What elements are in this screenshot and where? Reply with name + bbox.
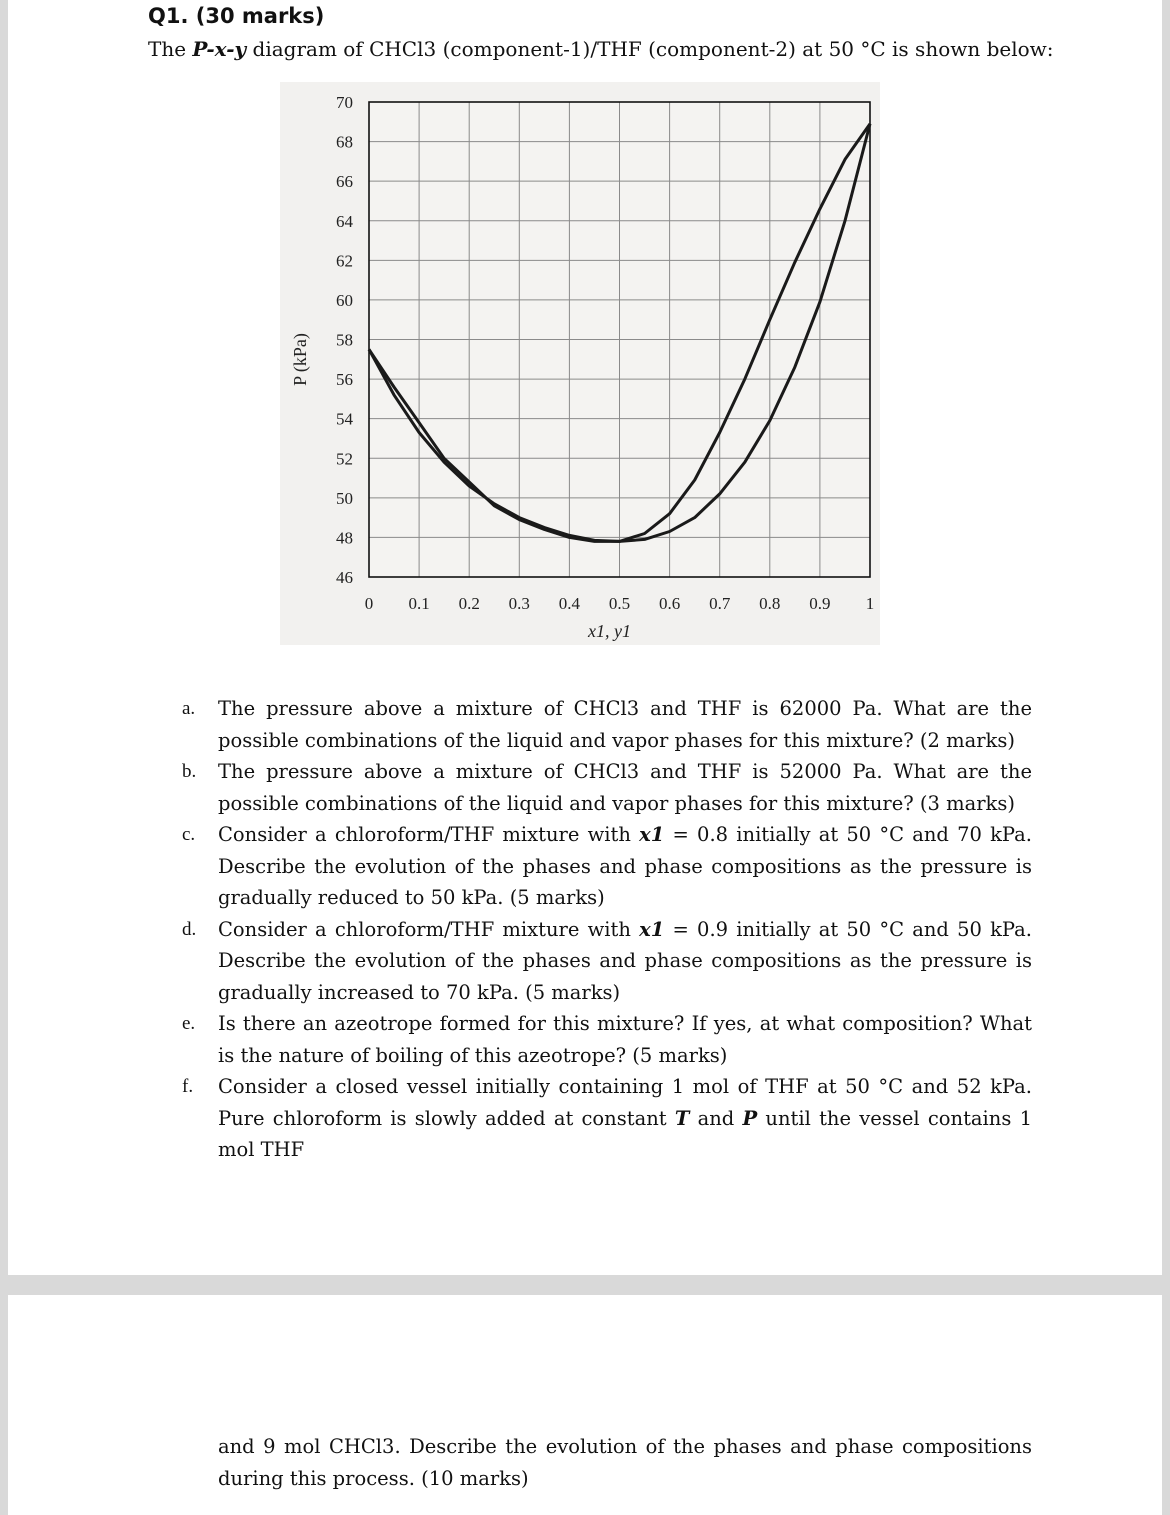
- x-tick-label: 0.1: [408, 594, 430, 613]
- part-d-post: = 0.9 initially at 50 °C and 50 kPa. Describe the evolution of the phases and phase compositions as the pressure is gradually increased to 70 kPa. (5 marks): [218, 917, 1032, 1004]
- part-b-label: b.: [182, 761, 197, 782]
- y-tick-label: 56: [336, 370, 353, 390]
- document-page-1: [8, 0, 1162, 1275]
- part-f-pre: Consider a closed vessel initially containing 1 mol of THF at 50 °C and 52 kPa. Pure chloroform is slowly added at constant: [218, 1075, 1032, 1130]
- document-page-2: [8, 1295, 1162, 1515]
- part-d: [182, 914, 1032, 1009]
- x-axis-label: x1, y1: [588, 621, 631, 641]
- part-a-label: a.: [182, 698, 196, 719]
- part-f-mid: and: [689, 1106, 743, 1130]
- x-tick-label: 0.2: [458, 594, 480, 613]
- y-tick-label: 58: [336, 330, 353, 350]
- x-tick-label: 0.6: [658, 594, 681, 613]
- y-tick-label: 50: [336, 488, 353, 508]
- y-tick-label: 64: [336, 211, 353, 231]
- y-tick-label: 48: [336, 528, 353, 548]
- part-b: [182, 756, 1032, 819]
- part-c-variable: x1: [639, 823, 665, 846]
- question-title: Q1. (30 marks): [148, 4, 325, 28]
- y-tick-label: 66: [336, 172, 353, 192]
- x-tick-label: 0.5: [608, 594, 631, 613]
- y-tick-label: 68: [336, 132, 353, 152]
- part-a: [182, 693, 1032, 756]
- part-d-label: d.: [182, 918, 197, 940]
- x-tick-label: 0.8: [759, 594, 781, 613]
- y-tick-label: 62: [336, 251, 353, 271]
- x-tick-label: 0.7: [709, 594, 731, 613]
- part-f-var-p: P: [742, 1106, 758, 1130]
- part-c: [182, 819, 1032, 914]
- part-f-post: until the vessel contains 1 mol THF: [218, 1106, 1032, 1161]
- y-tick-label: 46: [336, 568, 353, 587]
- part-d-pre: Consider a chloroform/THF mixture with: [218, 917, 640, 941]
- part-f-continuation: and 9 mol CHCl3. Describe the evolution of the phases and phase compositions during this process. (10 marks): [218, 1435, 1032, 1490]
- y-tick-label: 54: [336, 409, 353, 429]
- part-c-label: c.: [182, 824, 196, 845]
- intro-post: diagram of CHCl3 (component-1)/THF (component-2) at 50 °C is shown below:: [246, 37, 1054, 61]
- part-f-label: f.: [182, 1076, 194, 1097]
- part-a-text: The pressure above a mixture of CHCl3 and THF is 62000 Pa. What are the possible combinations of the liquid and vapor phases for this mixture? (2 marks): [218, 697, 1032, 752]
- part-f: [182, 1071, 1032, 1166]
- part-e: [182, 1008, 1032, 1071]
- part-d-variable: x1: [639, 917, 665, 941]
- y-tick-label: 70: [336, 93, 353, 112]
- part-c-pre: Consider a chloroform/THF mixture with: [218, 823, 640, 846]
- part-e-text: Is there an azeotrope formed for this mixture? If yes, at what composition? What is the nature of boiling of this azeotrope? (5 marks): [218, 1012, 1032, 1067]
- question-intro: [148, 37, 1054, 61]
- x-tick-label: 0: [364, 594, 374, 613]
- part-f-var-t: T: [674, 1106, 690, 1130]
- intro-pxy: P-x-y: [192, 37, 247, 61]
- y-tick-label: 52: [336, 449, 353, 469]
- y-tick-label: 60: [336, 290, 353, 310]
- part-c-post: = 0.8 initially at 50 °C and 70 kPa. Describe the evolution of the phases and phase compositions as the pressure is gradually reduced to 50 kPa. (5 marks): [218, 823, 1032, 909]
- pxy-diagram: [280, 82, 880, 645]
- x-tick-label: 0.4: [558, 594, 581, 613]
- y-axis-label: P (kPa): [290, 333, 310, 386]
- x-tick-label: 1: [865, 594, 875, 613]
- pxy-chart-svg: [280, 82, 880, 645]
- part-e-label: e.: [182, 1013, 196, 1034]
- intro-pre: The: [148, 37, 193, 61]
- question-parts: [182, 693, 1032, 1166]
- x-tick-label: 0.3: [508, 594, 530, 613]
- part-b-text: The pressure above a mixture of CHCl3 and THF is 52000 Pa. What are the possible combinations of the liquid and vapor phases for this mixture? (3 marks): [218, 760, 1032, 815]
- x-tick-label: 0.9: [809, 594, 831, 613]
